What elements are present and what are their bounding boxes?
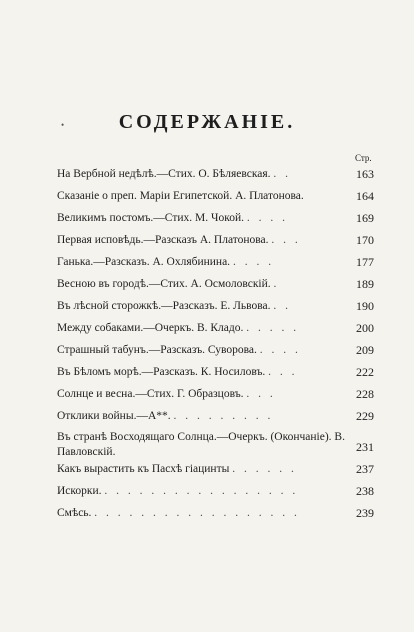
entry-page: 163 — [356, 167, 374, 181]
toc-entry — [57, 295, 377, 317]
page-column-header: Стр. — [355, 153, 372, 163]
leader-dots: . . . — [268, 366, 298, 378]
entry-page: 170 — [356, 233, 374, 247]
entry-text-wrap — [57, 185, 304, 207]
entry-text-wrap — [57, 405, 273, 427]
leader-dots: . . . — [271, 234, 301, 246]
entry-title: Весною въ городѣ.—Стих. А. Осмоловскій. — [57, 278, 271, 290]
entry-page: 200 — [356, 321, 374, 335]
entry-text-wrap — [57, 458, 297, 480]
entry-title: Великимъ постомъ.—Стих. М. Чокой. — [57, 212, 244, 224]
entry-page: 177 — [356, 255, 374, 269]
toc-entry — [57, 361, 377, 383]
entry-title: Какъ вырастить къ Пасхѣ гіацинты — [57, 463, 230, 475]
entry-title: Отклики войны.—А**. — [57, 410, 171, 422]
entry-page: 169 — [356, 211, 374, 225]
leader-dots: . . . . — [232, 256, 275, 268]
entry-text-wrap — [57, 273, 279, 295]
entry-title: Между собаками.—Очеркъ. В. Кладо. — [57, 322, 244, 334]
entry-page: 164 — [356, 189, 374, 203]
entry-title: Въ странѣ Восходящаго Солнца.—Очеркъ. (Окончаніе). В. Павловскій. — [57, 431, 345, 458]
entry-text-wrap — [57, 295, 291, 317]
entry-title: Въ лѣсной сторожкѣ.—Разсказъ. Е. Львова. — [57, 300, 271, 312]
entry-title: Ганька.—Разсказъ. А. Охлябинина. — [57, 256, 231, 268]
toc-entry — [57, 502, 377, 524]
entry-title: Сказаніе о преп. Маріи Египетской. А. Платонова. — [57, 190, 304, 202]
entry-text-wrap — [57, 502, 300, 524]
toc-entry — [57, 251, 377, 273]
toc-entry — [57, 383, 377, 405]
toc-entry — [57, 339, 377, 361]
entry-page: 190 — [356, 299, 374, 313]
entry-page: 228 — [356, 387, 374, 401]
toc-entry — [57, 273, 377, 295]
page-title: СОДЕРЖАНІЕ. — [118, 111, 296, 133]
leader-dots: . — [273, 278, 280, 290]
entry-text-wrap — [57, 339, 301, 361]
entry-title: Первая исповѣдь.—Разсказъ А. Платонова. — [57, 234, 269, 246]
entry-title: Смѣсь. — [57, 507, 92, 519]
entry-page: 239 — [356, 506, 374, 520]
toc-entry — [57, 405, 377, 427]
leader-dots: . . . . . . — [232, 463, 297, 475]
entry-text-wrap — [57, 383, 276, 405]
entry-text-wrap — [57, 480, 298, 502]
entry-page: 209 — [356, 343, 374, 357]
entry-title: Солнце и весна.—Стих. Г. Образцовъ. — [57, 388, 244, 400]
entry-text-wrap — [57, 317, 299, 339]
entry-text-wrap — [57, 163, 291, 185]
mark: • — [61, 120, 65, 130]
toc-entry — [57, 317, 377, 339]
leader-dots: . . . . — [259, 344, 301, 356]
entry-text-wrap — [57, 430, 347, 460]
entry-text-wrap — [57, 207, 288, 229]
leader-dots: . . . . . . . . . . . . . . . . . . — [94, 507, 300, 519]
leader-dots: . . . . — [246, 212, 288, 224]
entry-page: 238 — [356, 484, 374, 498]
toc-entry — [57, 229, 377, 251]
leader-dots: . . — [273, 168, 292, 180]
toc-entry — [57, 480, 377, 502]
entry-page: 237 — [356, 462, 374, 476]
entry-page: 231 — [356, 440, 374, 454]
entry-title: Искорки. — [57, 485, 102, 497]
entry-page: 222 — [356, 365, 374, 379]
entry-title: Страшный табунъ.—Разсказъ. Суворова. — [57, 344, 257, 356]
table-of-contents — [57, 163, 377, 524]
entry-text-wrap — [57, 251, 274, 273]
leader-dots: . . . . . . . . . — [173, 410, 274, 422]
leader-dots: . . . . . . . . . . . . . . . . . — [104, 485, 299, 497]
toc-entry — [57, 185, 377, 207]
entry-text-wrap — [57, 229, 301, 251]
toc-entry — [57, 458, 377, 480]
entry-page: 229 — [356, 409, 374, 423]
entry-text-wrap — [57, 361, 298, 383]
toc-entry — [57, 163, 377, 185]
leader-dots: . . . — [246, 388, 276, 400]
entry-title: Въ Бѣломъ морѣ.—Разсказъ. К. Носиловъ. — [57, 366, 266, 378]
toc-entry — [57, 207, 377, 229]
leader-dots: . . . . . — [246, 322, 300, 334]
entry-page: 189 — [356, 277, 374, 291]
toc-entry — [57, 427, 377, 458]
leader-dots: . . — [273, 300, 291, 312]
entry-title: На Вербной недѣлѣ.—Стих. О. Бѣляевская. — [57, 168, 271, 180]
